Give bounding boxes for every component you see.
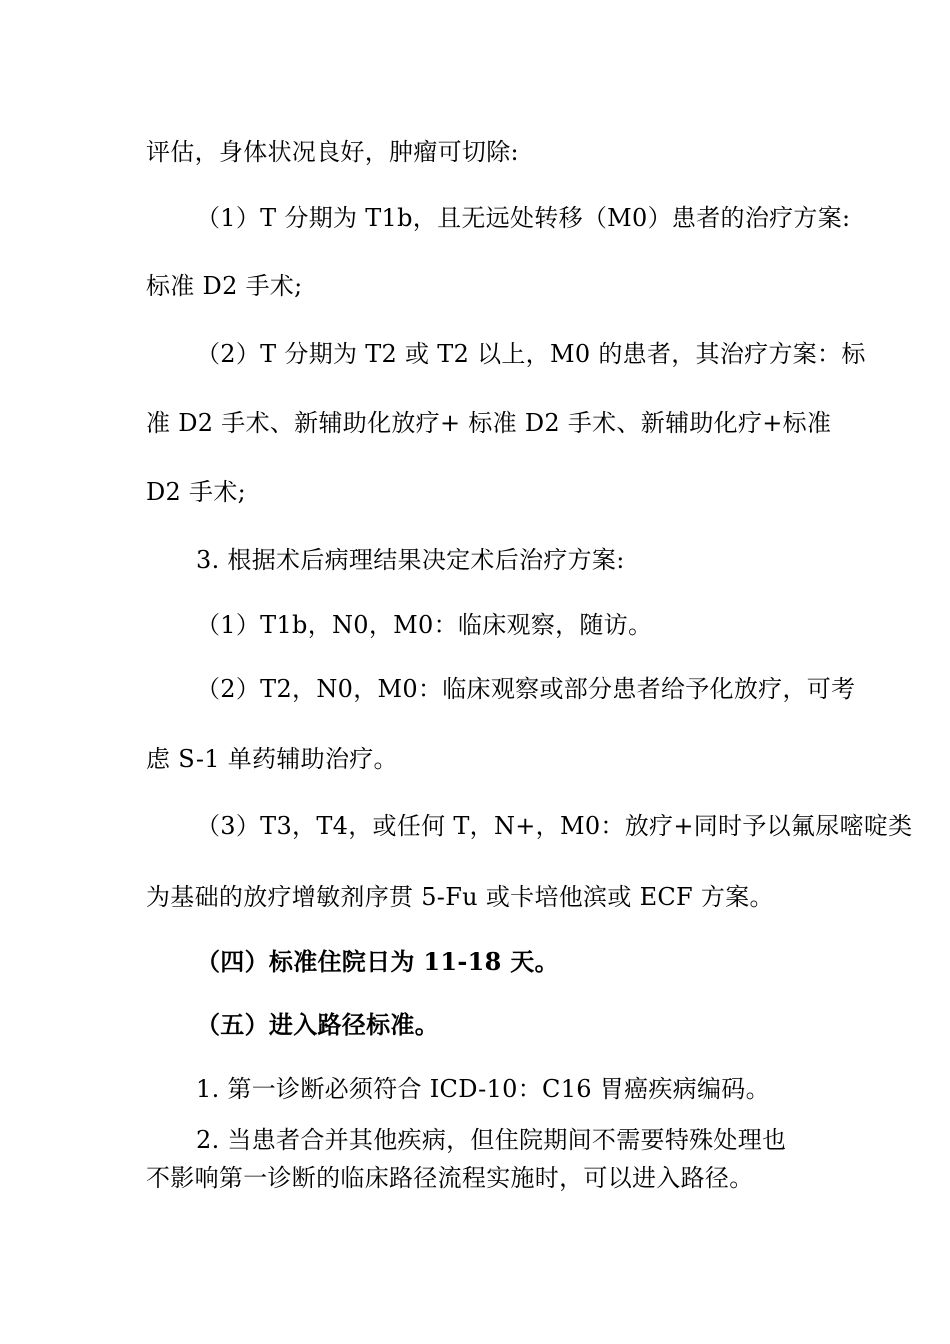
- paragraph-line-6: D2 手术;: [146, 478, 247, 506]
- paragraph-line-11: （3）T3，T4，或任何 T，N+，M0：放疗+同时予以氟尿嘧啶类: [196, 812, 913, 840]
- paragraph-line-2: （1）T 分期为 T1b，且无远处转移（M0）患者的治疗方案:: [196, 204, 851, 232]
- paragraph-line-12: 为基础的放疗增敏剂序贯 5-Fu 或卡培他滨或 ECF 方案。: [146, 883, 774, 911]
- paragraph-line-15: 1. 第一诊断必须符合 ICD-10：C16 胃癌疾病编码。: [196, 1075, 770, 1103]
- paragraph-line-9: （2）T2，N0，M0：临床观察或部分患者给予化放疗，可考: [196, 675, 856, 703]
- paragraph-line-3: 标准 D2 手术;: [146, 272, 303, 300]
- section-heading-5: （五）进入路径标准。: [196, 1010, 439, 1039]
- paragraph-line-7: 3. 根据术后病理结果决定术后治疗方案:: [196, 546, 625, 574]
- paragraph-line-16: 2. 当患者合并其他疾病，但住院期间不需要特殊处理也: [196, 1126, 787, 1154]
- paragraph-line-5: 准 D2 手术、新辅助化放疗+ 标准 D2 手术、新辅助化疗+标准: [146, 409, 832, 437]
- paragraph-line-1: 评估，身体状况良好，肿瘤可切除:: [146, 138, 519, 166]
- paragraph-line-8: （1）T1b，N0，M0：临床观察，随访。: [196, 611, 653, 639]
- section-heading-4: （四）标准住院日为 11-18 天。: [196, 947, 559, 976]
- paragraph-line-10: 虑 S-1 单药辅助治疗。: [146, 745, 398, 773]
- paragraph-line-17: 不影响第一诊断的临床路径流程实施时，可以进入路径。: [146, 1164, 754, 1192]
- paragraph-line-4: （2）T 分期为 T2 或 T2 以上，M0 的患者，其治疗方案：标: [196, 340, 866, 368]
